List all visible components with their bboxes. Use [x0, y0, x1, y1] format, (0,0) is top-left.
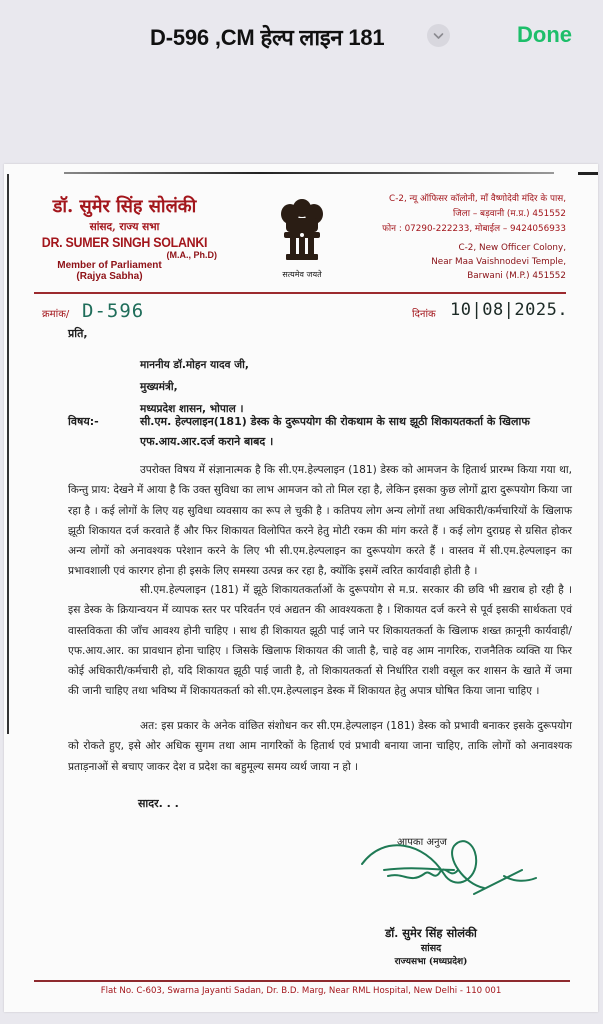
national-emblem: [272, 194, 332, 280]
address-english-line: C-2, New Officer Colony,: [458, 243, 566, 253]
paragraph-text: उपरोक्त विषय में संज्ञानात्मक है कि सी.एम.हेल्पलाइन (181) डेस्क को आमजन के हितार्थ प्रारम्भ किया गया था, किन्तु प्राय: देखने में आया है कि उक्त सुविधा का लाभ आमजन को तो मिल रहा है, लेकिन इसका कुछ लोगों द्वारा दुरूपयोग किया जा रहा है । कई लोगों के लिए यह सुविधा व्यवसाय का रूप ले चुकी है । कतिपय लोग अन्य लोगों तथा अधिकारी/कर्मचारियों के खिलाफ झूठी शिकायत दर्ज करवाते हैं और फिर शिकायत विलोपित करने हेतु मोटी रकम की मांग करते हैं । कई लोग दुराग्रह से ग्रसित होकर अन्य लोगों को अनावश्यक परेशान करने के लिए भी सी.एम.हेल्पलाइन का दुरूपयोग करते हैं । वास्तव में सी.एम.हेल्पलाइन का प्रभावशाली एवं कारगर होना ही इसके लिए समस्या उत्पन्न कर रहा है, क्योंकि इसमें त्वरित कार्यवाही होती है ।: [68, 464, 572, 578]
letterhead-address-block: [334, 192, 566, 283]
body-paragraph: [68, 580, 572, 702]
signatory-name: डॉ. सुमेर सिंह सोलंकी: [385, 926, 477, 940]
reference-label: क्रमांक/: [42, 309, 70, 320]
subject-label: विषय:-: [68, 415, 99, 428]
body-paragraph: [68, 716, 572, 777]
name-hindi: डॉ. सुमेर सिंह सोलंकी: [52, 196, 197, 217]
body-paragraph: [68, 460, 572, 582]
subject-text: सी.एम. हेल्पलाइन(181) डेस्क के दुरूपयोग की रोकथाम के साथ झूठी शिकायतकर्ता के खिलाफ एफ.आय.आर.दर्ज कराने बाबद ।: [140, 415, 530, 448]
phone-line: फोन : 07290-222233, मोबाईल – 9424056933: [382, 224, 566, 234]
signatory-title: सांसद: [420, 943, 442, 954]
name-english: DR. SUMER SINGH SOLANKI: [41, 235, 208, 250]
done-button[interactable]: Done: [517, 22, 572, 47]
footer-address: Flat No. C-603, Swarna Jayanti Sadan, Dr. B.D. Marg, Near RML Hospital, New Delhi - 110 001: [100, 986, 502, 996]
reference-number: D-596: [82, 300, 145, 322]
designation-hindi: सांसद, राज्य सभा: [89, 221, 160, 233]
date-value: 10|08|2025.: [450, 300, 569, 320]
national-emblem-icon: [276, 194, 328, 264]
address-hindi-line: C-2, न्यू ऑफिसर कॉलोनी, माँ वैष्णोदेवी मंदिर के पास,: [389, 194, 566, 204]
chevron-down-icon: [433, 32, 444, 40]
scan-edge: [64, 172, 554, 174]
recipient-block: [140, 354, 249, 420]
house: (Rajya Sabha): [76, 271, 143, 282]
top-navigation-bar: [0, 0, 603, 72]
title-menu-button[interactable]: [427, 24, 450, 47]
closing: सादर. . .: [138, 797, 179, 810]
salutation-to: प्रति,: [68, 327, 88, 340]
scan-edge: [578, 172, 598, 175]
address-hindi-line: जिला – बड़वानी (म.प्र.) 451552: [453, 209, 566, 219]
signatory-block: [356, 856, 506, 967]
sign-off: आपका अनुज: [397, 837, 447, 848]
recipient-name: माननीय डॉ.मोहन यादव जी,: [140, 359, 249, 371]
document-title[interactable]: D-596 ,CM हेल्प लाइन 181: [150, 25, 385, 50]
role: Member of Parliament: [57, 260, 162, 271]
degrees: (M.A., Ph.D): [166, 250, 217, 260]
signatory-house: राज्यसभा (मध्यप्रदेश): [394, 957, 468, 967]
footer-divider: [34, 980, 570, 982]
recipient-office: मध्यप्रदेश शासन, भोपाल ।: [140, 403, 244, 415]
recipient-title: मुख्यमंत्री,: [140, 381, 178, 393]
address-english-line: Barwani (M.P.) 451552: [467, 271, 566, 281]
paragraph-text: सी.एम.हेल्पलाइन (181) में झूठे शिकायतकर्ताओं के दुरूपयोग से म.प्र. सरकार की छवि भी ख़राब हो रही है । इस डेस्क के क्रियान्वयन में व्यापक स्तर पर परिवर्तन एवं अद्यतन की आवश्यकता है । शिकायत दर्ज करने से पूर्व इसकी सार्थकता एवं वास्तविकता की जाँच आवश्य होनी चाहिए । साथ ही शिकायत झूठी पाई जाने पर शिकायतकर्ता के खिलाफ शख्त क़ानूनी कार्यवाही/एफ.आय.आर. का प्रावधान होना चाहिए । जिसके खिलाफ शिकायत की जाती है, चाहे वह आम नागरिक, राजनैतिक व्यक्ति या फिर कोई अधिकारी/कर्मचारी हो, यदि शिकायत झूठी पाई जाती है, तो शिकायतकर्ता से निर्धारित राशी वसूल कर शासन के खाते में जमा की जानी चाहिए तथा भविष्य में शिकायतकर्ता को सी.एम.हेल्पलाइन डेस्क में शिकायत हेतु अपात्र घोषित किया जाना चाहिए ।: [68, 584, 572, 698]
letterhead-divider: [34, 292, 566, 294]
emblem-motto: सत्यमेव जयते: [282, 270, 322, 279]
letterhead-name-block: [12, 194, 237, 282]
scan-edge: [7, 174, 9, 734]
letter-document: [4, 164, 598, 1012]
paragraph-text: अत: इस प्रकार के अनेक वांछित संशोधन कर सी.एम.हेल्पलाइन (181) डेस्क को प्रभावी बनाकर इसके दुरूपयोग को रोकते हुए, इसे ओर अधिक सुगम तथा आम नागरिकों के हितार्थ एवं प्रभावी बनाया जाना चाहिए, ताकि लोगों को अनावश्यक प्रताड़नाओं से बचाए जाकर देश व प्रदेश का बहुमूल्य समय व्यर्थ जाया न हो ।: [68, 720, 572, 773]
date-label: दिनांक: [412, 309, 436, 320]
address-english-line: Near Maa Vaishnodevi Temple,: [431, 257, 566, 267]
